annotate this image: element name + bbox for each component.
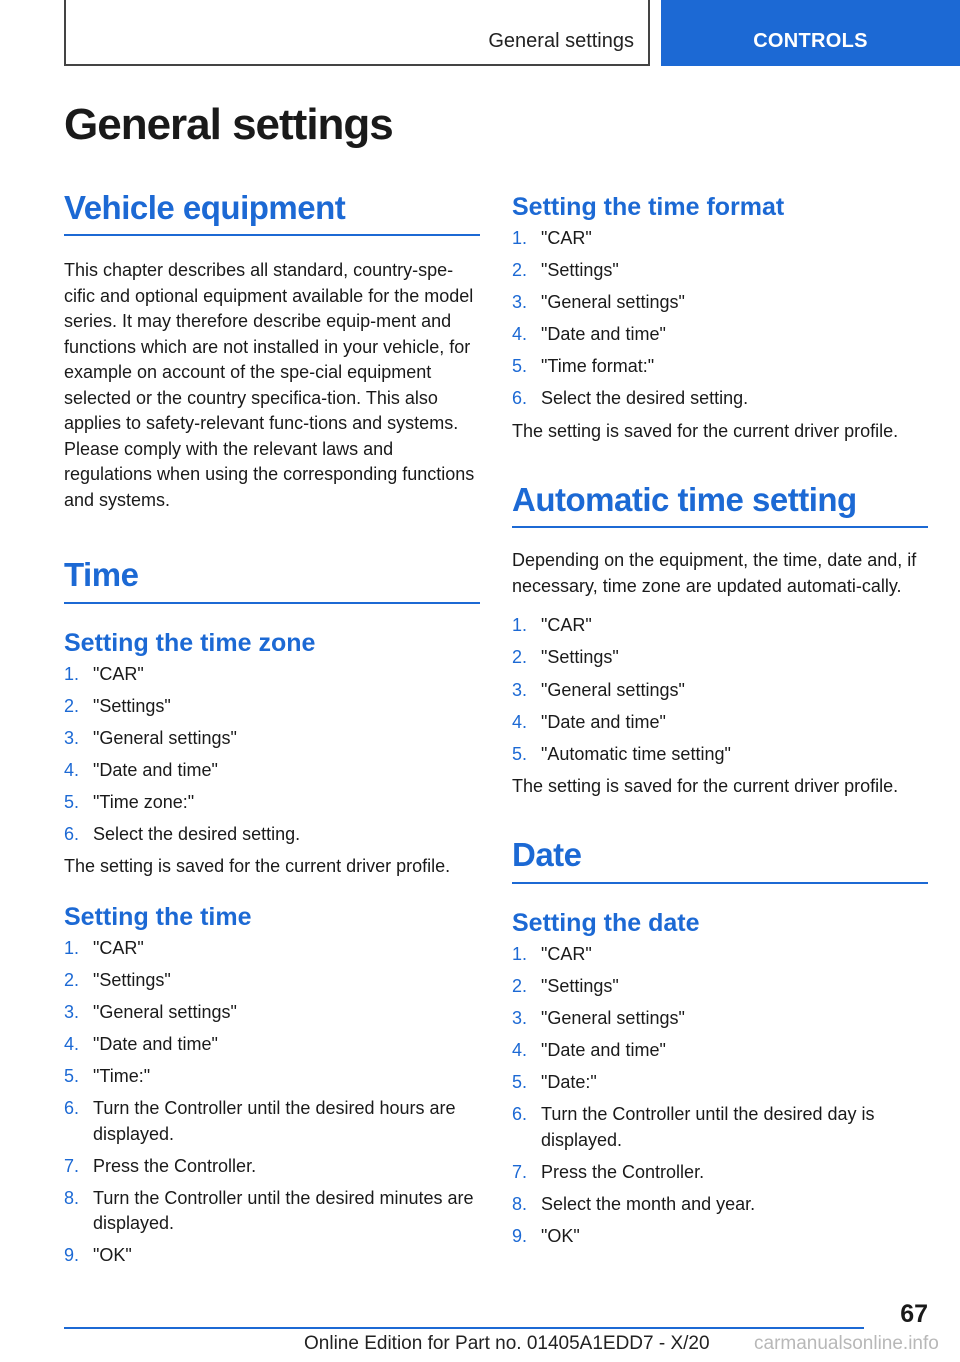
- time-zone-note: The setting is saved for the current driver profile.: [64, 856, 451, 877]
- step-text: "Date and time": [541, 1039, 666, 1060]
- step-text: "CAR": [93, 937, 144, 958]
- step-text: "Date and time": [541, 324, 666, 345]
- step-number: 5.: [64, 791, 80, 812]
- list-item: [64, 1154, 480, 1180]
- header-section-title: General settings: [488, 30, 634, 52]
- step-number: 3.: [512, 292, 528, 313]
- step-text: "Date and time": [93, 1033, 218, 1054]
- step-number: 1.: [512, 615, 528, 636]
- list-item: [512, 1102, 928, 1153]
- list-item: [512, 678, 928, 704]
- list-item: [64, 1000, 480, 1026]
- step-text: Press the Controller.: [93, 1155, 257, 1176]
- list-item: [512, 613, 928, 639]
- step-text: "CAR": [93, 663, 144, 684]
- step-number: 4.: [512, 1039, 528, 1060]
- step-text: "Settings": [541, 647, 619, 668]
- step-text: Select the desired setting.: [541, 388, 749, 409]
- step-number: 4.: [512, 324, 528, 345]
- list-item: [64, 936, 480, 962]
- step-text: "CAR": [541, 615, 592, 636]
- step-text: "Date:": [541, 1072, 597, 1092]
- right-column: [512, 188, 928, 1256]
- step-number: 4.: [512, 711, 528, 732]
- page-title: General settings: [64, 100, 393, 149]
- step-number: 1.: [64, 937, 80, 958]
- step-number: 2.: [64, 695, 80, 716]
- header-section-box: [64, 0, 650, 66]
- automatic-time-steps: [512, 613, 928, 767]
- set-time-steps: [64, 936, 480, 1269]
- list-item: [512, 290, 928, 316]
- heading-date: Date: [512, 837, 928, 883]
- header-chapter-tab: [661, 0, 960, 66]
- step-number: 6.: [64, 1098, 80, 1119]
- heading-setting-time-format: Setting the time format: [512, 193, 785, 221]
- list-item: [512, 1192, 928, 1218]
- heading-automatic-time-setting: Automatic time setting: [512, 482, 928, 528]
- step-text: Select the desired setting.: [93, 824, 301, 845]
- step-number: 3.: [512, 679, 528, 700]
- list-item: [64, 790, 480, 816]
- list-item: [64, 662, 480, 688]
- step-number: 1.: [64, 663, 80, 684]
- heading-time: Time: [64, 557, 480, 603]
- list-item: [512, 1038, 928, 1064]
- list-item: [512, 645, 928, 671]
- heading-setting-time: Setting the time: [64, 902, 252, 931]
- step-text: Turn the Controller until the desired hours are displayed.: [93, 1098, 456, 1144]
- list-item: [512, 1160, 928, 1186]
- list-item: [64, 1032, 480, 1058]
- step-number: 7.: [64, 1155, 80, 1176]
- step-number: 5.: [512, 356, 528, 377]
- step-number: 6.: [512, 388, 528, 409]
- list-item: [64, 1064, 480, 1090]
- list-item: [64, 1096, 480, 1147]
- step-text: "General settings": [93, 727, 237, 748]
- list-item: [64, 758, 480, 784]
- step-number: 3.: [512, 1007, 528, 1028]
- automatic-time-note: The setting is saved for the current driver profile.: [512, 775, 899, 796]
- list-item: [512, 742, 928, 768]
- step-number: 4.: [64, 759, 80, 780]
- step-number: 2.: [64, 969, 80, 990]
- step-text: Turn the Controller until the desired day is displayed.: [541, 1104, 875, 1150]
- step-text: Turn the Controller until the desired minutes are displayed.: [93, 1187, 474, 1234]
- step-number: 4.: [64, 1033, 80, 1054]
- list-item: [512, 258, 928, 284]
- list-item: [64, 1243, 480, 1269]
- step-text: "Time zone:": [93, 791, 195, 812]
- step-text: "CAR": [541, 943, 592, 964]
- list-item: [64, 726, 480, 752]
- step-number: 9.: [64, 1245, 80, 1266]
- step-number: 8.: [512, 1193, 528, 1214]
- footer-edition: Online Edition for Part no. 01405A1EDD7 - X/20: [304, 1333, 710, 1354]
- footer-watermark: carmanualsonline.info: [754, 1333, 939, 1354]
- step-text: "OK": [93, 1245, 132, 1266]
- time-zone-steps: [64, 662, 480, 848]
- list-item: [512, 386, 928, 412]
- heading-setting-time-zone: Setting the time zone: [64, 628, 316, 657]
- step-number: 1.: [512, 943, 528, 964]
- heading-setting-date: Setting the date: [512, 908, 700, 937]
- step-number: 1.: [512, 228, 528, 248]
- step-number: 3.: [64, 727, 80, 748]
- list-item: [512, 1070, 928, 1096]
- time-format-steps: [512, 226, 928, 412]
- step-text: "Settings": [541, 975, 619, 996]
- step-text: "Time:": [93, 1066, 151, 1087]
- list-item: [512, 226, 928, 252]
- step-number: 2.: [512, 260, 528, 281]
- step-text: "General settings": [541, 1007, 685, 1028]
- step-text: "General settings": [541, 292, 685, 313]
- header-chapter-label: CONTROLS: [753, 30, 868, 52]
- step-number: 3.: [64, 1001, 80, 1022]
- step-number: 6.: [64, 824, 80, 845]
- step-number: 5.: [512, 743, 528, 764]
- page-number: 67: [900, 1300, 928, 1328]
- step-text: "Settings": [93, 695, 171, 716]
- set-date-steps: [512, 942, 928, 1250]
- list-item: [512, 1224, 928, 1250]
- step-number: 5.: [512, 1072, 528, 1092]
- automatic-time-body: Depending on the equipment, the time, date and, if necessary, time zone are updated automati‐cally.: [512, 550, 917, 596]
- list-item: [64, 822, 480, 848]
- step-text: "Date and time": [93, 759, 218, 780]
- step-text: "Settings": [93, 969, 171, 990]
- list-item: [64, 968, 480, 994]
- step-text: "OK": [541, 1225, 580, 1246]
- step-number: 7.: [512, 1161, 528, 1182]
- heading-vehicle-equipment: Vehicle equipment: [64, 190, 480, 236]
- step-number: 5.: [64, 1066, 80, 1087]
- list-item: [512, 322, 928, 348]
- step-text: "Date and time": [541, 711, 666, 732]
- step-text: "Time format:": [541, 356, 655, 377]
- step-text: Press the Controller.: [541, 1161, 705, 1182]
- step-text: "CAR": [541, 228, 592, 248]
- step-text: Select the month and year.: [541, 1193, 756, 1214]
- step-text: "Settings": [541, 260, 619, 281]
- vehicle-equipment-body: This chapter describes all standard, country-spe‐cific and optional equipment available for the model series. It may therefore describe equip‐ment and functions which are not installed in your vehicle, for example on account of the spe‐cial equipment selected or the country specifica‐tion. This also applies to safety-relevant func‐tions and systems. Please comply with the relevant laws and regulations when using the corresponding functions and systems.: [64, 260, 475, 510]
- list-item: [512, 1006, 928, 1032]
- list-item: [64, 694, 480, 720]
- step-number: 2.: [512, 647, 528, 668]
- time-format-note: The setting is saved for the current driver profile.: [512, 420, 899, 441]
- step-number: 8.: [64, 1187, 80, 1208]
- step-text: "General settings": [541, 679, 685, 700]
- step-number: 9.: [512, 1225, 528, 1246]
- step-number: 2.: [512, 975, 528, 996]
- footer-rule: [64, 1327, 864, 1329]
- list-item: [512, 974, 928, 1000]
- left-column: [64, 190, 480, 1276]
- list-item: [512, 710, 928, 736]
- step-text: "Automatic time setting": [541, 743, 731, 764]
- list-item: [64, 1186, 480, 1237]
- list-item: [512, 354, 928, 380]
- step-text: "General settings": [93, 1001, 237, 1022]
- step-number: 6.: [512, 1104, 528, 1125]
- list-item: [512, 942, 928, 968]
